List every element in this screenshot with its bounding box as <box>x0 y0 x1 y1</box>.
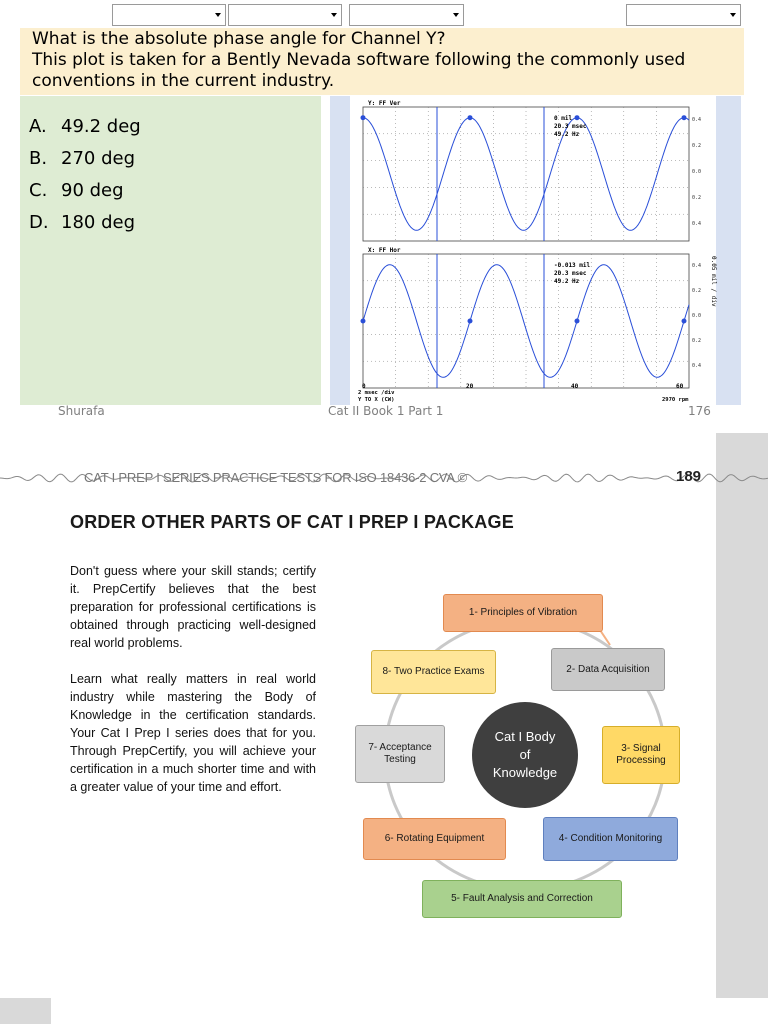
bottom-readout-frequency: 49.2 Hz <box>554 278 580 285</box>
hub-line: Knowledge <box>492 765 558 780</box>
module-condition-monitoring: 4- Condition Monitoring <box>543 817 678 861</box>
module-two-practice-exams: 8- Two Practice Exams <box>371 650 496 694</box>
hub-line: Cat I Body <box>494 729 556 744</box>
top-readout-amplitude: 0 mil <box>554 115 573 122</box>
book-page-number: 189 <box>676 468 702 485</box>
question-line: This plot is taken for a Bently Nevada software following the commonly used <box>32 50 686 70</box>
bottom-readout-time: 20.3 msec <box>554 270 587 277</box>
module-fault-analysis: 5- Fault Analysis and Correction <box>422 880 622 918</box>
module-rotating-equipment: 6- Rotating Equipment <box>363 818 506 860</box>
top-readout-frequency: 49.2 Hz <box>554 131 580 138</box>
answer-text: 270 deg <box>61 147 136 169</box>
answer-letter: A. <box>29 115 47 137</box>
top-plot-title: Y: FF Ver <box>368 100 401 107</box>
answer-text: 180 deg <box>61 211 136 233</box>
hub-line: of <box>519 747 531 762</box>
y-axis-unit: 0.05 mil / div <box>710 256 717 307</box>
x-axis-unit: 2 msec /div <box>358 390 395 396</box>
slide-page-number: 176 <box>688 404 711 418</box>
svg-text:0.0: 0.0 <box>692 169 702 175</box>
book-section-title: ORDER OTHER PARTS OF CAT I PREP I PACKAGE <box>70 512 514 532</box>
slide-author: Shurafa <box>58 404 105 418</box>
svg-text:0.2: 0.2 <box>692 143 702 149</box>
probe-orientation-label: Y TO X (CW) <box>358 397 395 403</box>
svg-text:0.4: 0.4 <box>692 221 702 227</box>
svg-text:0.2: 0.2 <box>692 338 702 344</box>
module-data-acquisition: 2- Data Acquisition <box>551 648 665 691</box>
svg-text:0.4: 0.4 <box>692 363 702 369</box>
answer-text: 90 deg <box>61 179 124 201</box>
top-readout-time: 20.3 msec <box>554 123 587 130</box>
svg-text:0.4: 0.4 <box>692 263 702 269</box>
answer-letter: D. <box>29 211 49 233</box>
book-header: CAT I PREP I SERIES PRACTICE TESTS FOR ISO 18436-2 CVA © <box>84 470 467 485</box>
body-of-knowledge-hub <box>472 702 578 808</box>
svg-text:0.4: 0.4 <box>692 117 702 123</box>
slide-source: Cat II Book 1 Part 1 <box>328 404 444 418</box>
svg-text:0: 0 <box>362 383 366 390</box>
question-line: conventions in the current industry. <box>32 71 335 91</box>
svg-text:0.2: 0.2 <box>692 288 702 294</box>
module-acceptance-testing: 7- Acceptance Testing <box>355 725 445 783</box>
svg-text:40: 40 <box>571 383 579 390</box>
svg-text:0.0: 0.0 <box>692 313 702 319</box>
module-principles-of-vibration: 1- Principles of Vibration <box>443 594 603 632</box>
question-line: What is the absolute phase angle for Channel Y? <box>32 29 446 49</box>
machine-speed: 2970 rpm <box>662 397 689 403</box>
answer-letter: B. <box>29 147 48 169</box>
svg-text:60: 60 <box>676 383 684 390</box>
svg-text:20: 20 <box>466 383 474 390</box>
answer-letter: C. <box>29 179 48 201</box>
book-paragraph: Learn what really matters in real world industry while mastering the Body of Knowledge in the certification standards. Your Cat I Prep I series does that for you. Through PrepCertify, you will achieve your certification in a much shorter time and with a greater value of your time and effort. <box>70 672 316 794</box>
book-paragraph: Don't guess where your skill stands; certify it. PrepCertify believes that the best preparation for professional certifications is obtained through practicing well-designed real world problems. <box>70 564 316 650</box>
bottom-readout-amplitude: -0.013 mil <box>554 262 591 269</box>
svg-text:0.2: 0.2 <box>692 195 702 201</box>
bottom-plot-title: X: FF Hor <box>368 247 401 254</box>
module-signal-processing: 3- Signal Processing <box>602 726 680 784</box>
answer-text: 49.2 deg <box>61 115 141 137</box>
